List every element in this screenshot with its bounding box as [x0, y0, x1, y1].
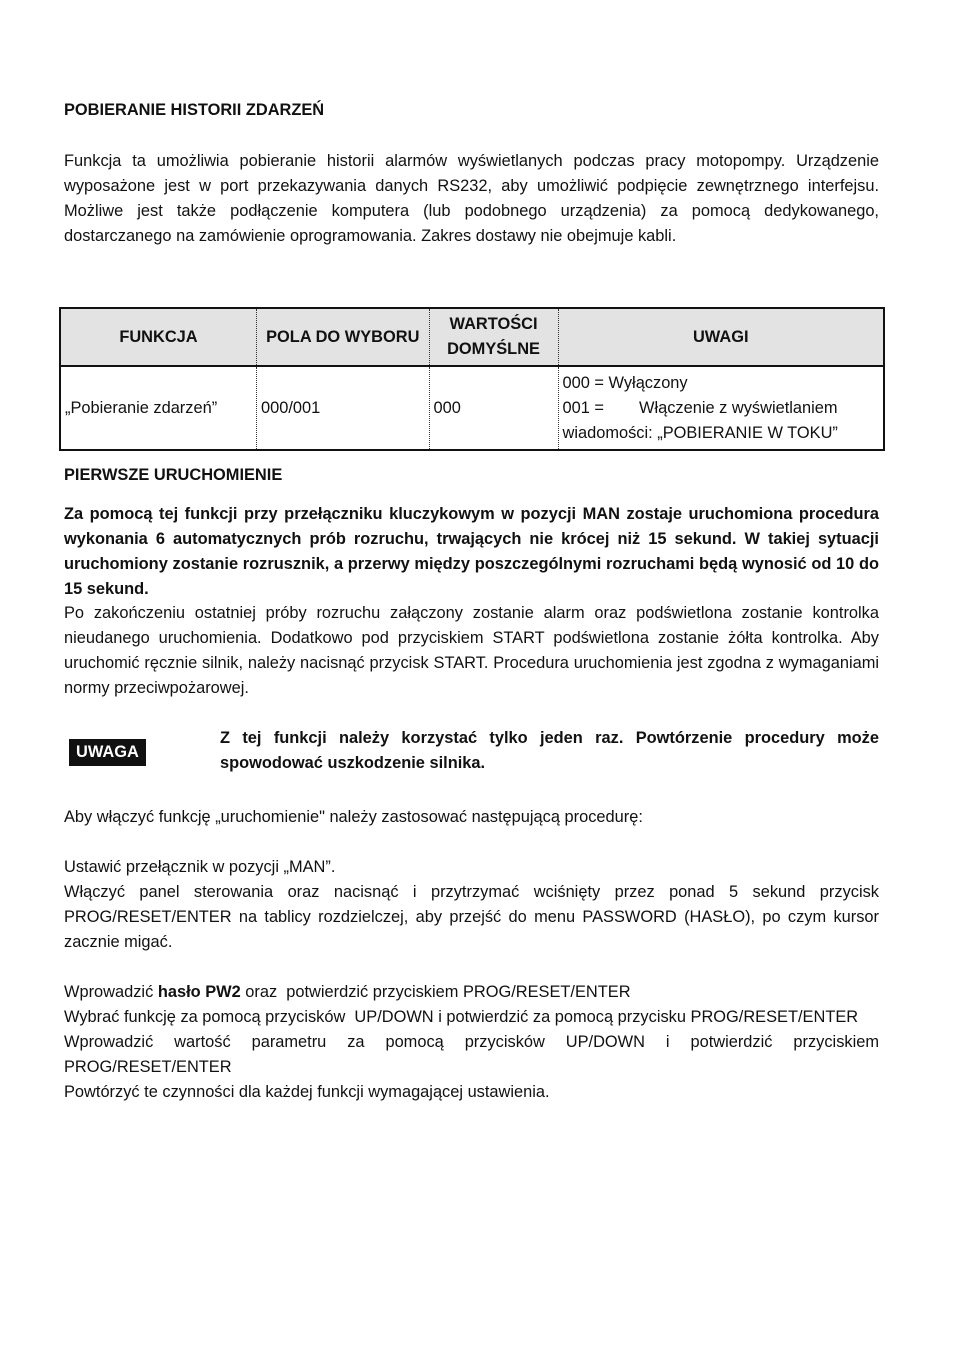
procedure-lead: Aby włączyć funkcję „uruchomienie" należy zastosować następującą procedurę:	[64, 808, 643, 826]
notes-line-2: 001 = Włączenie z wyświetlaniem	[562, 398, 838, 417]
section-title-event-history: POBIERANIE HISTORII ZDARZEŃ	[64, 101, 325, 119]
section-title-first-start: PIERWSZE URUCHOMIENIE	[64, 466, 283, 484]
cell-default: 000	[429, 366, 558, 450]
step-5: Wprowadzić wartość parametru za pomocą przycisków UP/DOWN i potwierdzić przyciskiem PROG/RESET/ENTER	[64, 1033, 879, 1076]
header-defaults: WARTOŚCI DOMYŚLNE	[429, 308, 558, 366]
table-header-row	[60, 308, 884, 366]
warning-text: Z tej funkcji należy korzystać tylko jeden raz. Powtórzenie procedury może spowodować uszkodzenie silnika.	[220, 729, 879, 772]
body-paragraph: Po zakończeniu ostatniej próby rozruchu załączony zostanie alarm oraz podświetlona zostanie kontrolka nieudanego uruchomienia. Dodatkowo pod przyciskiem START podświetlona zostanie żółta kontrolka. Aby uruchomić ręcznie silnik, należy nacisnąć przycisk START. Procedura uruchomienia jest zgodna z wymaganiami normy przeciwpożarowej.	[64, 604, 879, 697]
step-4: Wybrać funkcję za pomocą przycisków UP/DOWN i potwierdzić za pomocą przycisku PROG/RESET/ENTER	[64, 1008, 859, 1026]
notes-line-3: wiadomości: „POBIERANIE W TOKU”	[562, 423, 838, 442]
warning-badge: UWAGA	[69, 739, 146, 766]
procedure-steps-a	[64, 855, 879, 955]
bold-paragraph: Za pomocą tej funkcji przy przełączniku kluczykowym w pozycji MAN zostaje uruchomiona procedura wykonania 6 automatycznych prób rozruchu, trwających nie krócej niż 15 sekund. W takiej sytuacji uruchomiony zostanie rozrusznik, a przerwy między poszczególnymi rozruchami będą wynosić od 10 do 15 sekund.	[64, 505, 879, 598]
notes-line-1: 000 = Wyłączony	[562, 373, 688, 392]
step-2: Włączyć panel sterowania oraz nacisnąć i przytrzymać wciśnięty przez ponad 5 sekund przycisk PROG/RESET/ENTER na tablicy rozdzielczej, aby przejść do menu PASSWORD (HASŁO), po czym kursor zacznie migać.	[64, 883, 879, 951]
step-6: Powtórzyć te czynności dla każdej funkcji wymagającej ustawienia.	[64, 1083, 550, 1101]
intro-paragraph: Funkcja ta umożliwia pobieranie historii alarmów wyświetlanych podczas pracy motopompy. Urządzenie wyposażone jest w port przekazywania danych RS232, aby umożliwić podpięcie zewnętrznego interfejsu. Możliwe jest także podłączenie komputera (lub podobnego urządzenia) za pomocą dedykowanego, dostarczanego na zamówienie oprogramowania. Zakres dostawy nie obejmuje kabli.	[64, 152, 879, 245]
cell-fields: 000/001	[256, 366, 429, 450]
step-3: Wprowadzić hasło PW2 oraz potwierdzić przyciskiem PROG/RESET/ENTER	[64, 983, 631, 1001]
cell-notes	[558, 366, 884, 450]
header-fields: POLA DO WYBORU	[256, 308, 429, 366]
function-table	[59, 307, 885, 451]
procedure-steps-b	[64, 980, 879, 1105]
header-function: FUNKCJA	[60, 308, 256, 366]
table-row	[60, 366, 884, 450]
header-notes: UWAGI	[558, 308, 884, 366]
cell-function: „Pobieranie zdarzeń”	[60, 366, 256, 450]
step-1: Ustawić przełącznik w pozycji „MAN”.	[64, 858, 336, 876]
